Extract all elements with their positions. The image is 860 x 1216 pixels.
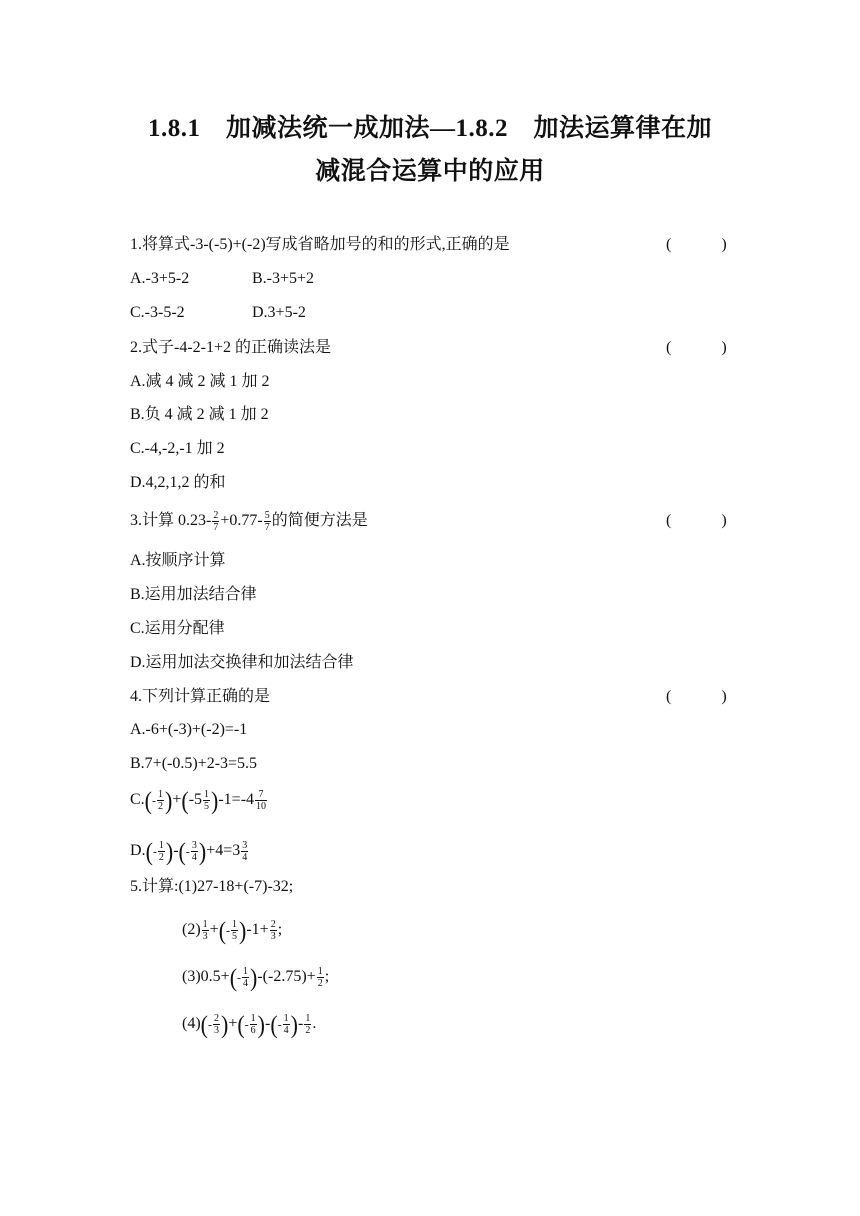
q3-option-c: C.运用分配律 (130, 620, 225, 637)
fraction: $\frac{1}{4}$ (243, 966, 249, 989)
q2-option-c: C.-4,-2,-1 加 2 (130, 440, 225, 457)
q1-option-c: C.-3-5-2 (130, 304, 185, 321)
answer-bracket-4: ( ) (666, 688, 727, 705)
page-title-line2: 减混合运算中的应用 (315, 158, 545, 185)
fraction: $\frac{1}{2}$ (158, 840, 164, 863)
answer-bracket-2: ( ) (666, 339, 727, 356)
q5-part-3: (3)0.5+(- $\frac{1}{4}$ )-(-2.75)+ $\frac{1}{2}$ ; (182, 962, 330, 992)
q5-part-4: (4)(- $\frac{2}{3}$ )+(- $\frac{1}{6}$ )-(- $\frac{1}{4}$ )- $\frac{1}{2}$ . (182, 1009, 317, 1039)
q3-option-a: A.按顺序计算 (130, 552, 226, 569)
question-1-stem: 1.将算式-3-(-5)+(-2)写成省略加号的和的形式,正确的是 (130, 236, 510, 253)
fraction: $\frac{7}{10}$ (256, 789, 267, 812)
fraction: $\frac{3}{4}$ (242, 840, 248, 863)
fraction: $\frac{1}{5}$ (232, 919, 238, 942)
answer-bracket-3: ( ) (666, 512, 727, 529)
q1-option-a: A.-3+5-2 (130, 270, 190, 287)
question-5-stem: 5.计算:(1)27-18+(-7)-32; (130, 878, 294, 895)
fraction: $\frac{1}{6}$ (250, 1013, 256, 1036)
question-4-stem: 4.下列计算正确的是 (130, 688, 271, 705)
q2-option-a: A.减 4 减 2 减 1 加 2 (130, 373, 270, 390)
fraction: $\frac{1}{5}$ (204, 789, 210, 812)
answer-bracket-1: ( ) (666, 236, 727, 253)
q4-option-a: A.-6+(-3)+(-2)=-1 (130, 721, 248, 738)
question-2-stem: 2.式子-4-2-1+2 的正确读法是 (130, 339, 332, 356)
q4-option-d: D.(- $\frac{1}{2}$ )-(- $\frac{3}{4}$ )+4=3 $\frac{3}{4}$ (130, 836, 248, 866)
q1-option-b: B.-3+5+2 (252, 270, 315, 287)
fraction: $\frac{1}{3}$ (202, 919, 208, 942)
fraction: $\frac{1}{2}$ (158, 789, 163, 812)
q3-option-d: D.运用加法交换律和加法结合律 (130, 654, 354, 671)
fraction: $\frac{2}{7}$ (213, 510, 219, 533)
question-3-stem: 3.计算 0.23- $\frac{2}{7}$ +0.77- $\frac{5}{7}$ 的简便方法是 (130, 510, 368, 533)
fraction: $\frac{2}{3}$ (213, 1013, 219, 1036)
q2-option-b: B.负 4 减 2 减 1 加 2 (130, 406, 269, 423)
fraction: $\frac{2}{3}$ (270, 919, 276, 942)
fraction: $\frac{5}{7}$ (264, 510, 270, 533)
page-title-line1: 1.8.1 加减法统一成加法—1.8.2 加法运算律在加 (147, 115, 712, 142)
q1-option-d: D.3+5-2 (252, 304, 306, 321)
q3-option-b: B.运用加法结合律 (130, 586, 257, 603)
q2-option-d: D.4,2,1,2 的和 (130, 474, 226, 491)
q4-option-c: C.(- $\frac{1}{2}$ )+(-5 $\frac{1}{5}$ )-1=-4 $\frac{7}{10}$ (130, 785, 267, 815)
fraction: $\frac{1}{2}$ (317, 966, 323, 989)
q4-option-b: B.7+(-0.5)+2-3=5.5 (130, 755, 258, 772)
fraction: $\frac{1}{4}$ (283, 1013, 289, 1036)
fraction: $\frac{3}{4}$ (191, 840, 197, 863)
q5-part-2: (2) $\frac{1}{3}$ +(- $\frac{1}{5}$ )-1+ $\frac{2}{3}$ ; (182, 915, 283, 945)
fraction: $\frac{1}{2}$ (305, 1013, 311, 1036)
